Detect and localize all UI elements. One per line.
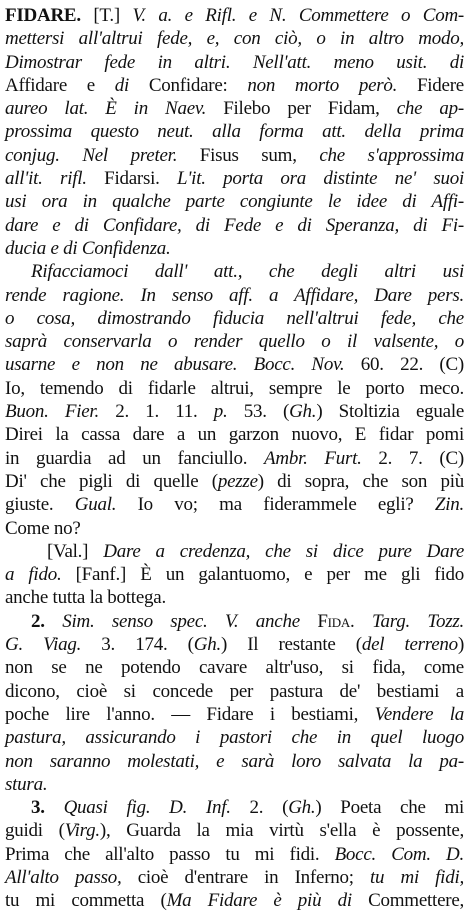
text-run: Filebo per Fidam,	[206, 98, 397, 120]
text-line	[5, 237, 464, 260]
text-line	[5, 889, 464, 912]
text-run: Commettere,	[351, 890, 465, 912]
text-run: che s'approssima	[319, 144, 464, 166]
text-run: ) Poeta che mi	[315, 797, 465, 819]
text-run: Bocc. Com. D.	[334, 843, 464, 865]
text-line	[5, 284, 464, 307]
text-run: ducia e di Confidenza.	[5, 237, 171, 259]
text-run: p.	[213, 401, 228, 423]
text-line	[5, 773, 464, 796]
text-run: aureo lat. È in Naev.	[5, 98, 207, 120]
text-run: Targ. Tozz.	[371, 610, 464, 632]
text-line	[5, 120, 464, 143]
text-run: ) Stoltizia eguale	[316, 401, 465, 423]
text-line	[5, 703, 464, 726]
text-line	[5, 656, 464, 679]
text-run: Come no?	[5, 517, 81, 539]
text-run: Zin.	[434, 494, 464, 516]
text-line	[5, 843, 464, 866]
text-run: non se ne potendo cavare altr'uso, si fida, come	[5, 657, 464, 679]
text-run: Gh.	[193, 634, 221, 656]
text-run: ) Il restante (	[220, 634, 362, 656]
text-line	[5, 633, 464, 656]
text-line	[5, 796, 464, 819]
text-line	[5, 144, 464, 167]
text-run: Prima che all'alto passo tu mi fidi.	[5, 843, 335, 865]
text-run: Direi la cassa dare a un garzon nuovo, E fidar pomi	[5, 424, 464, 446]
text-line	[5, 27, 464, 50]
text-line	[5, 866, 464, 889]
text-run: Fisus sum,	[177, 144, 320, 166]
text-run: di	[114, 74, 130, 96]
text-run: Vendere la	[374, 703, 464, 725]
text-run: V. a. e Rifl. e N. Commettere o Com-	[132, 5, 464, 26]
text-run: usi ora in qualche parte congiunte le idee di Affi-	[5, 191, 464, 213]
text-run: rende ragione. In senso aff. a Affidare, Dare pers.	[5, 284, 464, 306]
text-run: Ma Fidare è più di	[166, 890, 352, 912]
text-run: Gh.	[289, 401, 317, 423]
text-run: [T.]	[80, 5, 133, 26]
text-run: Gh.	[288, 797, 316, 819]
text-run: Io vo; ma fiderammele egli?	[116, 494, 435, 516]
text-run: Affidare e	[5, 74, 115, 96]
text-line	[5, 726, 464, 749]
text-run: saprà conservarla o render quello o il valsente, o	[5, 331, 464, 353]
text-run: non morto però.	[247, 74, 398, 96]
text-run: Fida.	[299, 610, 372, 632]
text-run: Confidare:	[129, 74, 248, 96]
text-line	[5, 190, 464, 213]
text-run: in guardia ad un fanciullo.	[5, 447, 264, 469]
text-run: che ap-	[396, 98, 464, 120]
text-line	[5, 260, 464, 283]
text-line	[5, 330, 464, 353]
text-run: dare e di Confidare, di Fede e di Speranza, di Fi-	[5, 214, 464, 236]
text-run: 2. 1. 11.	[98, 401, 214, 423]
text-run: giuste.	[5, 494, 75, 516]
text-run: ), Guarda la mia virtù s'ella è possente,	[99, 820, 464, 842]
text-line	[5, 750, 464, 773]
text-run: stura.	[5, 773, 48, 795]
text-run: Fidere	[397, 74, 464, 96]
text-run: Rifacciamoci dall' att., che degli altri usi	[31, 261, 464, 283]
text-line	[5, 97, 464, 120]
text-line	[5, 819, 464, 842]
text-run: L'it. porta ora distinte ne' suoi	[177, 168, 464, 190]
text-run: poche lire l'anno. — Fidare i bestiami,	[5, 703, 375, 725]
text-line	[5, 167, 464, 190]
text-run: [Fanf.] È un galantuomo, e per me gli fido	[61, 564, 465, 586]
text-line	[5, 563, 464, 586]
text-run: Dimostrar fede in altri. Nell'att. meno usit. di	[5, 51, 464, 73]
text-run: tu mi commetta (	[5, 890, 167, 912]
text-line	[5, 74, 464, 97]
text-run: 2.	[31, 610, 63, 632]
text-run: prossima questo neut. alla forma att. della prima	[5, 121, 464, 143]
text-run: Gual.	[74, 494, 117, 516]
text-run: Virg.	[64, 820, 100, 842]
text-line	[5, 377, 464, 400]
text-line	[5, 680, 464, 703]
text-run: mettersi all'altrui fede, e, con ciò, o in altro modo,	[5, 28, 464, 50]
text-line	[5, 447, 464, 470]
text-line	[5, 517, 464, 540]
text-run: dicono, cioè si concede per pastura de' bestiami a	[5, 680, 464, 702]
text-run: Fidarsi.	[86, 168, 178, 190]
text-line	[5, 493, 464, 516]
text-run: FIDARE.	[5, 5, 81, 26]
text-run: anche tutta la bottega.	[5, 587, 166, 609]
text-run: ) di sopra, che son più	[257, 470, 464, 492]
text-run: pastura, assicurando i pastori che in quel luogo	[5, 727, 464, 749]
text-run: usarne e non ne abusare. Bocc. Nov.	[5, 354, 345, 376]
text-run: guidi (	[5, 820, 65, 842]
text-run: [Val.]	[47, 540, 104, 562]
text-run: a fido.	[5, 564, 62, 586]
entry-fidare	[5, 4, 464, 913]
text-run: Dare a credenza, che si dice pure Dare	[103, 540, 464, 562]
text-run: pezze	[217, 470, 258, 492]
text-line	[5, 470, 464, 493]
text-line	[5, 586, 464, 609]
text-run: Sim. senso spec. V. anche	[62, 610, 300, 632]
text-run: All'alto passo,	[5, 866, 122, 888]
text-line	[5, 4, 464, 27]
text-line	[5, 400, 464, 423]
text-run: 2. 7. (C)	[361, 447, 464, 469]
text-run: Ambr. Furt.	[264, 447, 362, 469]
text-run: del terreno	[361, 634, 458, 656]
text-run: cioè d'entrare in Inferno;	[121, 866, 370, 888]
text-line	[5, 423, 464, 446]
text-run: Io, temendo di fidarle altrui, sempre le porto meco.	[5, 377, 464, 399]
text-line	[5, 214, 464, 237]
text-line	[5, 51, 464, 74]
text-run: non saranno molestati, e sarà loro salvata la pa-	[5, 750, 464, 772]
text-run: 3.	[31, 797, 64, 819]
text-run: all'it. rifl.	[5, 168, 87, 190]
text-run: tu mi fidi,	[370, 866, 464, 888]
text-run: Buon. Fier.	[5, 401, 99, 423]
text-run: Di' che pigli di quelle (	[5, 470, 218, 492]
text-run: 53. (	[227, 401, 290, 423]
text-line	[5, 353, 464, 376]
text-run: )	[457, 634, 465, 656]
text-line	[5, 610, 464, 633]
text-run: 3. 174. (	[81, 634, 194, 656]
text-run: 2. (	[230, 797, 289, 819]
text-run: Quasi fig. D. Inf.	[63, 797, 231, 819]
text-line	[5, 540, 464, 563]
text-run: G. Viag.	[5, 634, 82, 656]
text-run: 60. 22. (C)	[344, 354, 464, 376]
text-run: conjug. Nel preter.	[5, 144, 178, 166]
text-run: o cosa, dimostrando fiducia nell'altrui fede, che	[5, 307, 464, 329]
text-line	[5, 307, 464, 330]
